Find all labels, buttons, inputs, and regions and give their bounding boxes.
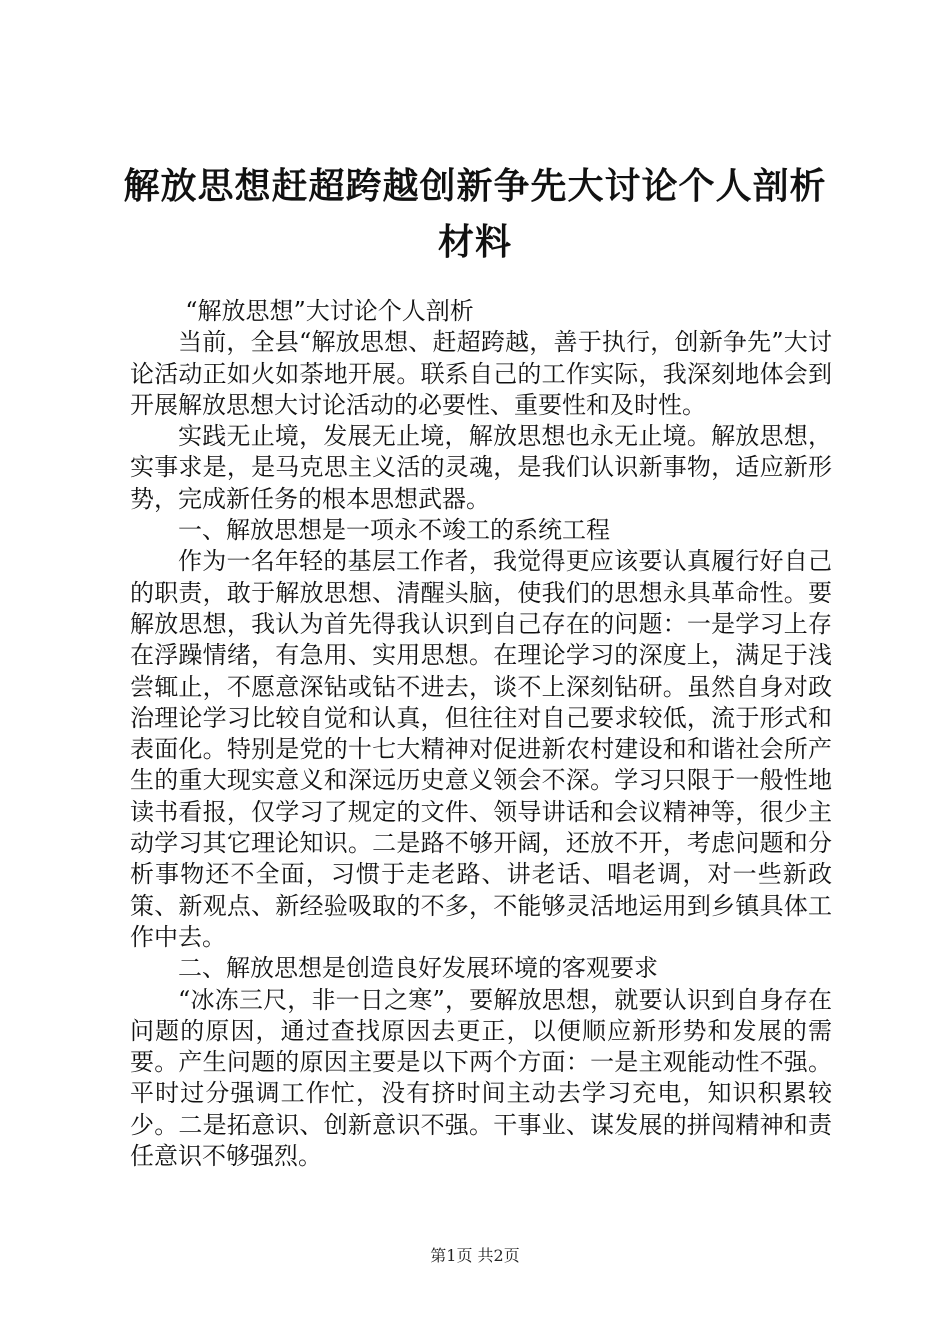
document-subtitle: “解放思想”大讨论个人剖析 <box>185 297 474 325</box>
paragraph-practice: 实践无止境，发展无止境，解放思想也永无止境。解放思想，实事求是，是马克思主义活的灵魂，是我们认识新事物，适应新形势，完成新任务的根本思想武器。 <box>130 422 832 513</box>
paragraph-causes: “冰冻三尺，非一日之寒”，要解放思想，就要认识到自身存在问题的原因，通过查找原因去更正，以便顺应新形势和发展的需要。产生问题的原因主要是以下两个方面：一是主观能动性不强。平时过分强调工作忙，没有挤时间主动去学习充电，知识积累较少。二是拓意识、创新意识不强。干事业、谋发展的拼闯精神和责任意识不够强烈。 <box>130 985 832 1171</box>
section-heading-2: 二、解放思想是创造良好发展环境的客观要求 <box>178 954 658 983</box>
paragraph-intro: 当前，全县“解放思想、赶超跨越，善于执行，创新争先”大讨论活动正如火如荼地开展。联系自己的工作实际，我深刻地体会到开展解放思想大讨论活动的必要性、重要性和及时性。 <box>130 328 832 419</box>
paragraph-problems: 作为一名年轻的基层工作者，我觉得更应该要认真履行好自己的职责，敢于解放思想、清醒头脑，使我们的思想永具革命性。要解放思想，我认为首先得我认识到自己存在的问题：一是学习上存在浮躁情绪，有急用、实用思想。在理论学习的深度上，满足于浅尝辄止，不愿意深钻或钻不进去，谈不上深刻钻研。虽然自身对政治理论学习比较自觉和认真，但往往对自己要求较低，流于形式和表面化。特别是党的十七大精神对促进新农村建设和和谐社会所产生的重大现实意义和深远历史意义领会不深。学习只限于一般性地读书看报，仅学习了规定的文件、领导讲话和会议精神等，很少主动学习其它理论知识。二是路不够开阔，还放不开，考虑问题和分析事物还不全面，习惯于走老路、讲老话、唱老调，对一些新政策、新观点、新经验吸取的不多，不能够灵活地运用到乡镇具体工作中去。 <box>130 547 832 951</box>
document-title: 解放思想赶超跨越创新争先大讨论个人剖析材料 <box>123 165 827 263</box>
page-footer: 第1页 共2页 <box>430 1246 520 1265</box>
section-heading-1: 一、解放思想是一项永不竣工的系统工程 <box>178 516 610 545</box>
document-body <box>130 296 832 1172</box>
